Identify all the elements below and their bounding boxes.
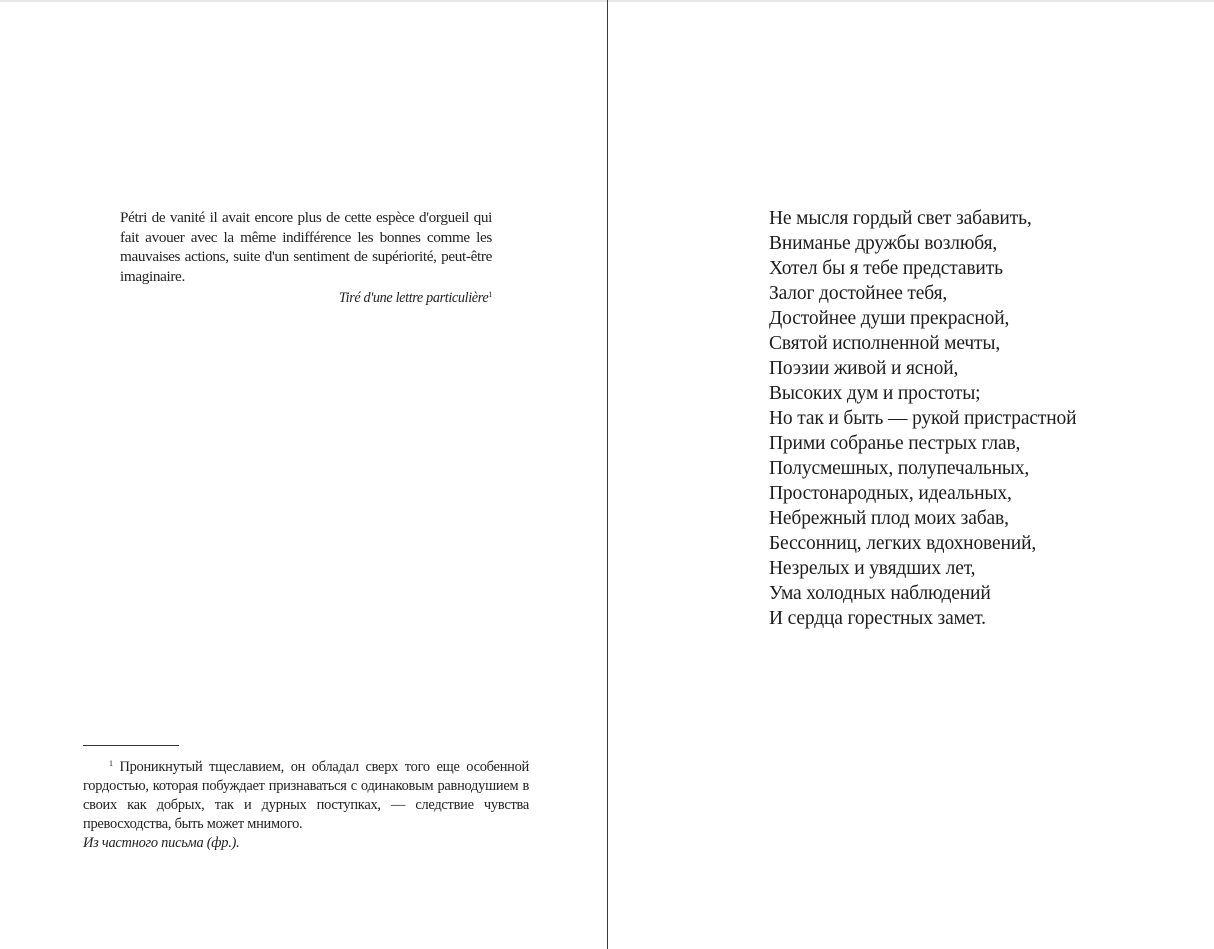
poem-line: Ума холодных наблюдений [769,583,991,604]
footnote-source: Из частного письма (фр.). [83,835,240,851]
poem-line: Не мысля гордый свет забавить, [769,208,1032,229]
right-page [608,0,1214,949]
poem-line: Бессонниц, легких вдохновений, [769,533,1037,554]
poem-line: Поэзии живой и ясной, [769,358,959,379]
footnote-body: Проникнутый тщеславием, он обладал сверх того еще особенной гордостью, которая побуждает признаваться с одинаковым равнодушием в своих как добрых, так и дурных поступках, — следствие чувства превосходства, быть может мнимого. [83,759,529,832]
epigraph-text: Pétri de vanité il avait encore plus de cette espèce d'orgueil qui fait avouer avec la même indifférence les bonnes comme les mauvaises actions, suite d'un sentiment de supériorité, peut-être imaginaire. [120,209,492,285]
poem-line: Хотел бы я тебе представить [769,258,1003,279]
poem [769,206,1076,631]
footnote-text [83,754,529,834]
footnote-mark: 1 [109,759,113,768]
poem-line: Незрелых и увядших лет, [769,558,976,579]
poem-line: Залог достойнее тебя, [769,283,948,304]
footnote [83,754,529,853]
poem-line: И сердца горестных замет. [769,608,986,629]
footnote-reference-mark[interactable]: 1 [488,290,492,299]
poem-line: Небрежный плод моих забав, [769,508,1009,529]
poem-line: Достойнее души прекрасной, [769,308,1010,329]
poem-line: Святой исполненной мечты, [769,333,1001,354]
epigraph-source [120,286,492,307]
poem-line: Вниманье дружбы возлюбя, [769,233,998,254]
footnote-separator [83,745,179,746]
poem-line: Простонародных, идеальных, [769,483,1012,504]
poem-line: Но так и быть — рукой пристрастной [769,408,1077,429]
poem-line: Высоких дум и простоты; [769,383,981,404]
poem-line: Прими собранье пестрых глав, [769,433,1021,454]
epigraph-source-text: Tiré d'une lettre particulière [338,290,489,306]
epigraph [120,208,492,307]
poem-line: Полусмешных, полупечальных, [769,458,1030,479]
